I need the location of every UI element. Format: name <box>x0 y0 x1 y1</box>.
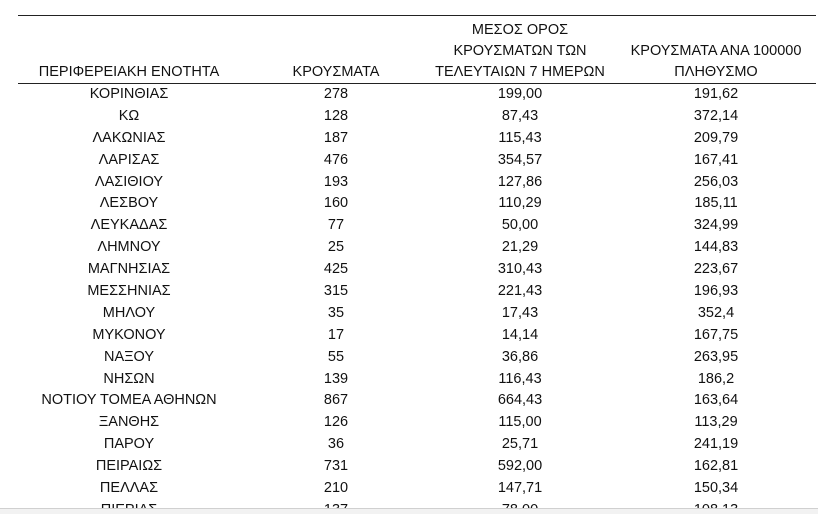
table-row <box>0 369 818 391</box>
cell-avg7: 21,29 <box>501 239 539 256</box>
cell-cases: 25 <box>327 239 345 256</box>
cell-per100k: 167,41 <box>693 151 739 168</box>
header-cases: ΚΡΟΥΣΜΑΤΑ <box>292 64 380 80</box>
table-row <box>0 106 818 128</box>
cell-per100k: 162,81 <box>693 458 739 475</box>
cell-region: ΜΕΣΣΗΝΙΑΣ <box>87 283 171 300</box>
cell-cases: 210 <box>323 480 349 497</box>
cell-region: ΚΩ <box>118 107 140 124</box>
table-row <box>0 347 818 369</box>
cell-region: ΛΑΣΙΘΙΟΥ <box>94 173 164 190</box>
cell-per100k: 352,4 <box>697 304 735 321</box>
cell-region: ΜΑΓΝΗΣΙΑΣ <box>87 261 171 278</box>
table-row <box>0 456 818 478</box>
cell-cases: 128 <box>323 107 349 124</box>
table-row <box>0 303 818 325</box>
header-avg7-line1: ΜΕΣΟΣ ΟΡΟΣ <box>471 22 569 38</box>
cell-avg7: 592,00 <box>497 458 543 475</box>
cell-avg7: 664,43 <box>497 392 543 409</box>
table-row <box>0 84 818 106</box>
table-row <box>0 128 818 150</box>
cell-cases: 315 <box>323 283 349 300</box>
cell-region: ΛΕΥΚΑΔΑΣ <box>90 217 168 234</box>
header-per100k-line1: ΚΡΟΥΣΜΑΤΑ ΑΝΑ 100000 <box>630 43 802 59</box>
cell-per100k: 223,67 <box>693 261 739 278</box>
table-row <box>0 150 818 172</box>
cell-per100k: 191,62 <box>693 86 739 102</box>
cell-region: ΠΕΛΛΑΣ <box>99 480 159 497</box>
cell-per100k: 324,99 <box>693 217 739 234</box>
table-row <box>0 478 818 500</box>
cell-per100k: 241,19 <box>693 436 739 453</box>
cell-region: ΠΑΡΟΥ <box>103 436 155 453</box>
table-row <box>0 237 818 259</box>
cell-region: ΛΑΚΩΝΙΑΣ <box>92 129 166 146</box>
cell-per100k: 209,79 <box>693 129 739 146</box>
cell-region: ΠΕΙΡΑΙΩΣ <box>95 458 163 475</box>
cell-cases: 35 <box>327 304 345 321</box>
cell-region: ΛΗΜΝΟΥ <box>97 239 161 256</box>
table-row <box>0 193 818 215</box>
table-row <box>0 172 818 194</box>
cell-cases: 126 <box>323 414 349 431</box>
cell-avg7: 127,86 <box>497 173 543 190</box>
cell-cases: 278 <box>323 86 349 102</box>
cell-avg7: 25,71 <box>501 436 539 453</box>
table-row <box>0 434 818 456</box>
cell-avg7: 199,00 <box>497 86 543 102</box>
cell-region: ΜΥΚΟΝΟΥ <box>92 326 166 343</box>
cell-avg7: 17,43 <box>501 304 539 321</box>
cell-per100k: 196,93 <box>693 283 739 300</box>
cell-avg7: 50,00 <box>501 217 539 234</box>
cell-region: ΝΟΤΙΟΥ ΤΟΜΕΑ ΑΘΗΝΩΝ <box>41 392 217 409</box>
table-top-border <box>18 15 816 16</box>
cell-cases: 867 <box>323 392 349 409</box>
table-row <box>0 412 818 434</box>
cell-avg7: 310,43 <box>497 261 543 278</box>
cell-per100k: 372,14 <box>693 107 739 124</box>
cell-region: ΜΗΛΟΥ <box>102 304 156 321</box>
cell-cases: 425 <box>323 261 349 278</box>
table-row <box>0 325 818 347</box>
cell-avg7: 115,00 <box>498 414 542 431</box>
header-per100k-line2: ΠΛΗΘΥΣΜΟ <box>674 64 758 80</box>
cell-cases: 731 <box>323 458 349 475</box>
table-row <box>0 215 818 237</box>
cell-region: ΚΟΡΙΝΘΙΑΣ <box>89 86 169 102</box>
cell-per100k: 163,64 <box>693 392 739 409</box>
cell-region: ΞΑΝΘΗΣ <box>98 414 160 431</box>
header-avg7-line3: ΤΕΛΕΥΤΑΙΩΝ 7 ΗΜΕΡΩΝ <box>435 64 605 80</box>
cell-region: ΝΑΞΟΥ <box>103 348 155 365</box>
header-region: ΠΕΡΙΦΕΡΕΙΑΚΗ ΕΝΟΤΗΤΑ <box>38 64 220 80</box>
cell-per100k: 185,11 <box>694 195 738 212</box>
cell-avg7: 36,86 <box>501 348 539 365</box>
cell-per100k: 113,29 <box>694 414 738 431</box>
cell-avg7: 147,71 <box>497 480 543 497</box>
cell-avg7: 110,29 <box>498 195 542 212</box>
cell-avg7: 116,43 <box>498 370 542 387</box>
table-body <box>0 84 818 514</box>
cell-region: ΛΕΣΒΟΥ <box>99 195 159 212</box>
cell-per100k: 263,95 <box>693 348 739 365</box>
cell-avg7: 354,57 <box>497 151 543 168</box>
cell-cases: 77 <box>327 217 345 234</box>
window-bottom-edge <box>0 508 818 514</box>
cell-cases: 160 <box>323 195 349 212</box>
table-row <box>0 390 818 412</box>
cell-cases: 36 <box>327 436 345 453</box>
cell-avg7: 115,43 <box>498 129 542 146</box>
cell-cases: 17 <box>327 326 345 343</box>
cell-cases: 139 <box>323 370 349 387</box>
cell-region: ΝΗΣΩΝ <box>103 370 155 387</box>
cell-per100k: 150,34 <box>693 480 739 497</box>
table-row <box>0 259 818 281</box>
cell-cases: 476 <box>323 151 349 168</box>
cell-avg7: 221,43 <box>497 283 543 300</box>
cell-avg7: 87,43 <box>501 107 539 124</box>
cell-cases: 187 <box>323 129 349 146</box>
header-avg7-line2: ΚΡΟΥΣΜΑΤΩΝ ΤΩΝ <box>453 43 587 59</box>
cell-avg7: 14,14 <box>501 326 539 343</box>
cell-per100k: 167,75 <box>693 326 739 343</box>
cell-region: ΛΑΡΙΣΑΣ <box>98 151 160 168</box>
cell-per100k: 256,03 <box>693 173 739 190</box>
cell-per100k: 144,83 <box>693 239 739 256</box>
cell-cases: 193 <box>323 173 349 190</box>
table-row <box>0 281 818 303</box>
cell-per100k: 186,2 <box>697 370 735 387</box>
cell-cases: 55 <box>327 348 345 365</box>
